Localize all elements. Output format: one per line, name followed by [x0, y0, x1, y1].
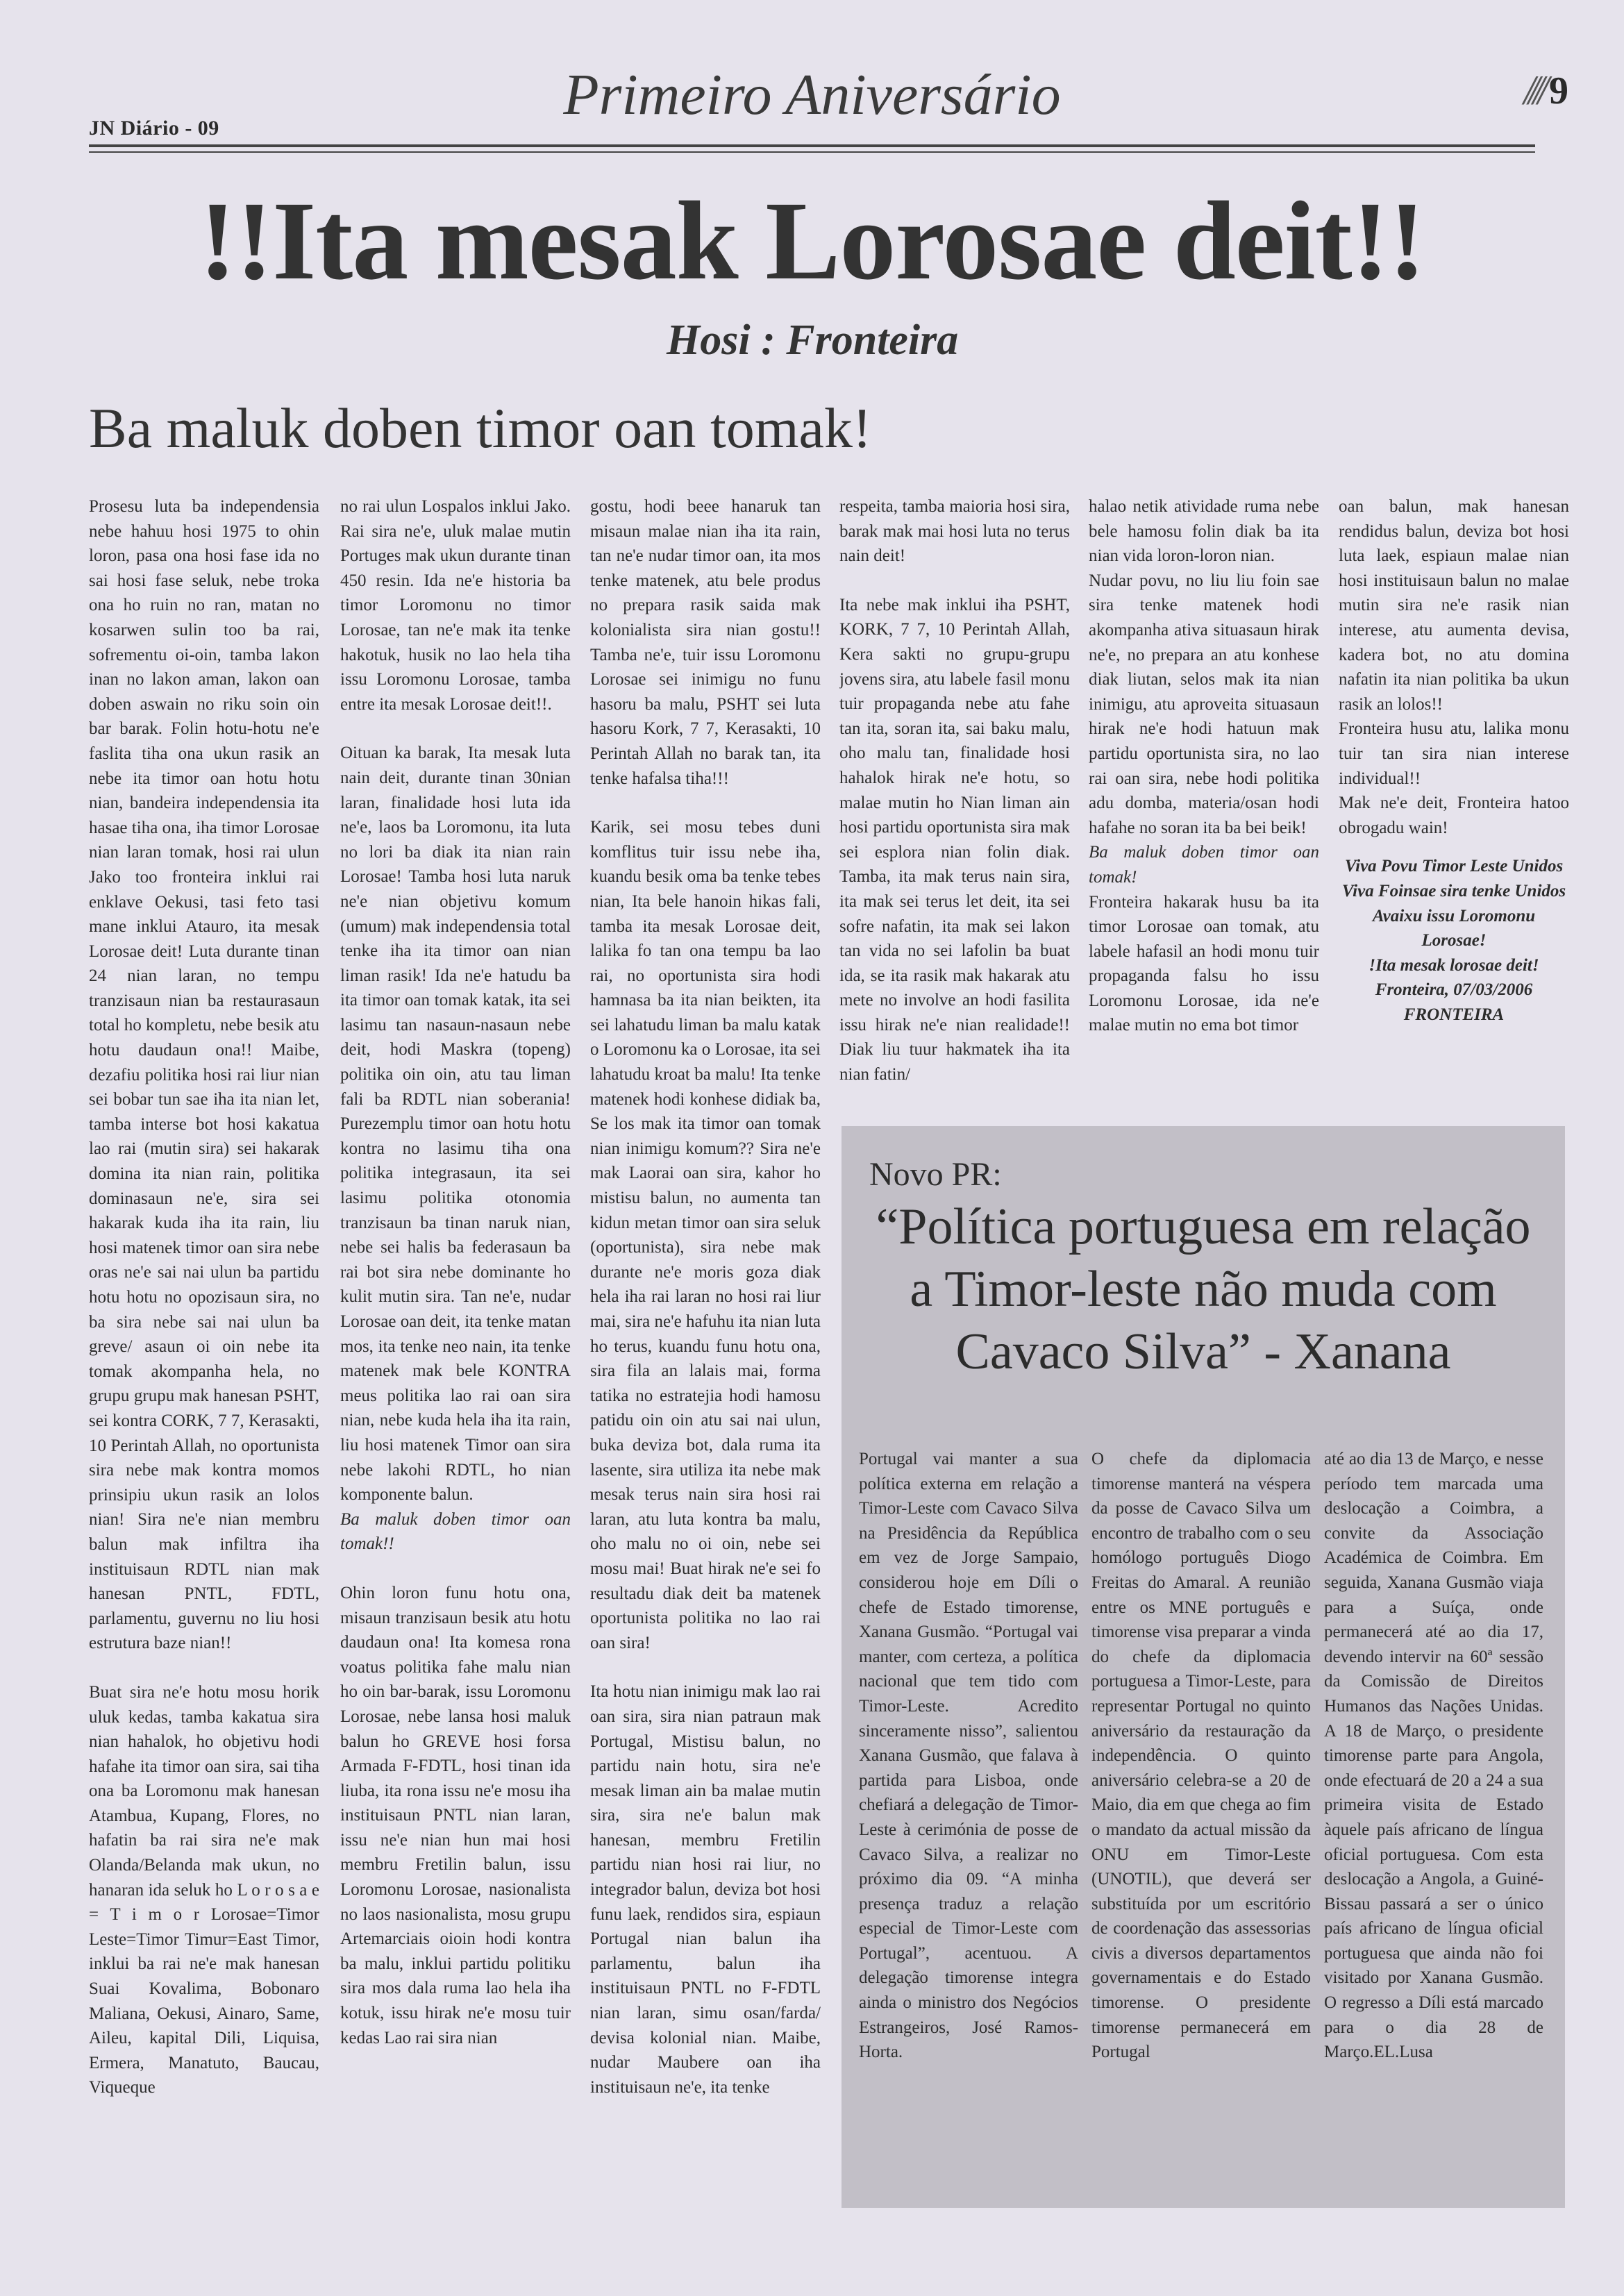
box-title: “Política portuguesa em relação a Timor-leste não muda com Cavaco Silva” - Xanana — [876, 1198, 1531, 1380]
paragraph: Mak ne'e deit, Fronteira hatoo obrogadu wain! — [1339, 794, 1569, 837]
article-column-6 — [1339, 494, 1569, 1123]
paragraph: Buat sira ne'e hotu mosu horik uluk kedas, tamba kakatua sira nian hahalok, ho objetivu hodi hafahe ita timor oan sira, sai tiha ona ba Loromonu mak hanesan Atambua, Kupang, Flores, no hafatin ba rai sira ne'e mak Olanda/Belanda mak ukun, no hanaran ida seluk ho L o r o s a e = T i m o r Lorosae=Timor Leste=Timor Timur=East Timor, inklui ba rai ne'e mak hanesan Suai Kovalima, Bobonaro Maliana, Oekusi, Ainaro, Same, Aileu, kapital Dili, Liquisa, Ermera, Manatuto, Baucau, Viqueque — [89, 1682, 319, 2097]
page-number-block — [1523, 67, 1568, 115]
section-label: JN Diário - 09 — [89, 117, 219, 140]
paragraph: Nudar povu, no liu liu foin sae sira tenke matenek hodi akompanha ativa situasaun hirak ne'e, no prepara an atu konhese diak liutan, selos mak ita nian inimigu, atu aproveita situasaun hirak ne'e hodi hatuun mak partidu oportunista sira, no lao rai oan sira, nebe hodi politika adu domba, materia/osan hodi hafahe no soran ita ba bei beik! — [1089, 571, 1319, 837]
signoff-line: Fronteira, 07/03/2006 — [1375, 980, 1533, 1000]
box-column-3 — [1324, 1447, 1543, 2065]
italic-line: Ba maluk doben timor oan tomak!! — [340, 1509, 571, 1554]
signoff-line: !Ita mesak lorosae deit! — [1368, 955, 1539, 975]
article-column-5 — [1089, 494, 1319, 1123]
paragraph: no rai ulun Lospalos inklui Jako. Rai sira ne'e, uluk malae mutin Portuges mak ukun durante tinan 450 resin. Ida ne'e historia ba timor Loromonu no timor Lorosae, tan ne'e mak ita tenke hakotuk, husik no lao hela tiha issu Loromonu Lorosae, tamba entre ita mesak Lorosae deit!!. — [340, 497, 571, 714]
paragraph: Fronteira hakarak husu ba ita timor Lorosae oan tomak, atu labele hafasil an hodi monu tuir propaganda falsu ho issu Loromonu Lorosae, ida ne'e malae mutin no ema bot timor — [1089, 892, 1319, 1035]
paragraph: Fronteira husu atu, lalika monu tuir tan sira nian interese individual!! — [1339, 719, 1569, 788]
paragraph: oan balun, mak hanesan rendidus balun, deviza bot hosi luta laek, espiaun malae nian hosi instituisaun balun no malae mutin sira ne'e rasik nian interese, atu aumenta devisa, kadera bot, no atu domina nafatin ita nian politika ba ukun rasik an lolos!! — [1339, 497, 1569, 714]
subheadline: Ba maluk doben timor oan tomak! — [89, 396, 872, 460]
signoff-line: Viva Povu Timor Leste Unidos — [1344, 857, 1564, 876]
box-column-1 — [859, 1447, 1078, 2065]
paragraph: Ita nebe mak inklui iha PSHT, KORK, 7 7, 10 Perintah Allah, Kera sakti no grupu-grupu jovens sira, atu labele fasil monu tuir propaganda nebe atu fahe tan ita, soran ita, sai baku malu, oho malu tan, finalidade hosi hahalok hirak ne'e hotu, so malae mutin ho Nian liman ain hosi partidu oportunista sira mak sei esplora nian folin diak. Tamba, ita mak terus nain sira, ita mak sei terus let deit, ita sei sofre nafatin, ita mak sei lakon tan vida no sei lafolin ba buat ida, se ita rasik mak hakarak atu mete no involve an hodi fasilita issu hirak ne'e nian realidade!! Diak liu tuur hakmatek iha ita nian fatin/ — [839, 595, 1070, 1084]
paragraph: O chefe da diplomacia timorense manterá na véspera da posse de Cavaco Silva um encontro de trabalho com o seu homólogo português Diogo Freitas do Amaral. A reunião entre os MNE português e timorense visa preparar a vinda do chefe da diplomacia portuguesa a Timor-Leste, para representar Portugal no quinto aniversário da restauração da independência. O quinto aniversário celebra-se a 20 de Maio, dia em que chega ao fim o mandato da actual missão da ONU em Timor-Leste (UNOTIL), que deverá ser substituída por um escritório de coordenação das assessorias civis a diversos departamentos governamentais e do Estado timorense. O presidente timorense permanecerá em Portugal — [1091, 1450, 1311, 2062]
section-title: Primeiro Aniversário — [563, 62, 1061, 127]
article-column-4 — [839, 494, 1070, 1123]
paragraph: Portugal vai manter a sua política externa em relação a Timor-Leste com Cavaco Silva na Presidência da República em vez de Jorge Sampaio, considerou hoje em Díli o chefe de Estado timorense, Xanana Gusmão. “Portugal vai manter, com certeza, a política nacional que tem tido com Timor-Leste. Acredito sinceramente nisso”, salientou Xanana Gusmão, que falava à partida para Lisboa, onde chefiará a delegação de Timor-Leste à cerimónia de posse de Cavaco Silva, a realizar no próximo dia 09. “A minha presença traduz a relação especial de Timor-Leste com Portugal”, acentuou. A delegação timorense integra ainda o ministro dos Negócios Estrangeiros, José Ramos-Horta. — [859, 1450, 1078, 2062]
paragraph: Ohin loron funu hotu ona, misaun tranzisaun besik atu hotu daudaun ona! Ita komesa rona voatus politika fahe malu nian ho oin bar-barak, issu Loromonu Lorosae, nebe lansa hosi maluk balun ho GREVE hosi forsa Armada F-FDTL, hosi tinan ida liuba, ita rona issu ne'e mosu iha instituisaun PNTL nian laran, issu ne'e nian hun mai hosi membru Fretilin balun, issu Loromonu Lorosae, nasionalista no laos nasionalista, mosu grupu Artemarciais oioin hodi kontra ba malu, inklui partidu politiku sira mos dala ruma lao hela iha kotuk, issu hirak ne'e mosu tuir kedas Lao rai sira nian — [340, 1583, 571, 2047]
italic-line: Ba maluk doben timor oan tomak! — [1089, 843, 1319, 887]
signoff-line: Viva Foinsae sira tenke Unidos — [1341, 881, 1566, 900]
signoff-line: Avaixu issu Loromonu Lorosae! — [1372, 906, 1536, 950]
paragraph: respeita, tamba maioria hosi sira, barak mak mai hosi luta no terus nain deit! — [839, 497, 1070, 566]
slashes-icon: //// — [1523, 67, 1542, 113]
paragraph: gostu, hodi beee hanaruk tan misaun malae nian iha ita rain, tan ne'e nudar timor oan, ita mos tenke matenek, atu bele produs no prepara rasik saida mak kolonialista sira nian gostu!! Tamba ne'e, tuir issu Loromonu Lorosae sei inimigu no funu hasoru ba malu, PSHT sei luta hasoru Kork, 7 7, Kerasakti, 10 Perintah Allah no barak tan, ita tenke hafalsa tiha!!! — [590, 497, 821, 788]
signoff-line: FRONTEIRA — [1403, 1005, 1505, 1024]
page-number: 9 — [1549, 69, 1568, 112]
paragraph: Prosesu luta ba independensia nebe hahuu hosi 1975 to ohin loron, pasa ona hosi fase ida no sai hosi fase seluk, nebe troka ona ho ruin no ran, matan no kosarwen sulin too ba rai, sofrementu oi-oin, tamba lakon inan no lakon aman, lakon oan doben aswain no riku soin oin bar barak. Folin hotu-hotu ne'e faslita tiha ona ukun rasik an nebe ita timor oan hotu hotu nian, bandeira independensia ita hasae tiha ona, iha timor Lorosae nian laran tomak, hosi rai ulun Jako too fronteira inklui rai enklave Oekusi, tasi feto tasi mane inklui Atauro, ita mesak Lorosae deit! Luta durante tinan 24 nian laran, no tempu tranzisaun nian ba restaurasaun total ho kompletu, nebe besik atu hotu daudaun ona!! Maibe, dezafiu politika hosi rai liur nian sei bobar tun sae iha ita nian let, tamba interse bot hosi kakatua lao rai (mutin sira) sei hakarak domina ita nian rain, politika dominasaun ne'e, sira sei hakarak kuda iha ita rain, liu hosi matenek timor oan sira nebe oras ne'e sai nai ulun ba partidu hotu hotu no opozisaun sira, no ba sira nebe sai nai ulun ba greve/ asaun oi oin nebe ita tomak akompanha hela, no grupu grupu mak hanesan PSHT, sei kontra CORK, 7 7, Kerasakti, 10 Perintah Allah, no oportunista sira nebe mak kontra momos prinsipiu ukun rasik an lolos nian! Sira ne'e nian membru balun mak infiltra iha instituisaun RDTL nian mak hanesan PNTL, FDTL, parlamentu, guvernu no liu hosi estrutura baze nian!! — [89, 497, 319, 1653]
paragraph: até ao dia 13 de Março, e nesse período tem marcada uma deslocação a Coimbra, a convite da Associação Académica de Coimbra. Em seguida, Xanana Gusmão viaja para a Suíça, onde permanecerá até ao dia 17, devendo intervir na 60ª sessão da Comissão de Direitos Humanos das Nações Unidas. A 18 de Março, o presidente timorense parte para Angola, onde efectuará de 20 a 24 a sua primeira visita de Estado àquele país africano de língua oficial portuguesa. Com esta deslocação a Angola, a Guiné-Bissau passará a ser o único país africano de língua oficial portuguesa que ainda não foi visitado por Xanana Gusmão. O regresso a Díli está marcado para o dia 28 de Março.EL.Lusa — [1324, 1450, 1543, 2062]
paragraph: Ita hotu nian inimigu mak lao rai oan sira, sira nian patraun mak Portugal, Mistisu balun, no partidu nain hotu, sira ne'e mesak liman ain ba malae mutin sira, sira ne'e balun mak hanesan, membru Fretilin partidu nian hosi rai liur, no integrador balun, deviza bot hosi funu laek, rendidos sira, espiaun Portugal nian balun iha parlamentu, balun iha instituisaun PNTL no F-FDTL nian laran, simu osan/farda/ devisa kolonial nian. Maibe, nudar Maubere oan iha instituisaun ne'e, ita tenke — [590, 1682, 821, 2097]
box-kicker: Novo PR: — [869, 1156, 1002, 1193]
article-column-3 — [590, 494, 821, 2223]
box-column-2 — [1091, 1447, 1311, 2065]
paragraph: halao netik atividade ruma nebe bele hamosu folin diak ba ita nian vida loron-loron nian. — [1089, 497, 1319, 566]
boxed-article — [842, 1126, 1565, 2208]
header-rule-thin — [89, 151, 1535, 153]
paragraph: Karik, sei mosu tebes duni komflitus tuir issu nebe iha, kuandu besik oma ba tenke tebes nian, Ita bele hanoin hikas fali, tamba ita mesak Lorosae deit, lalika fo tan ona tempu ba lao rai, no oportunista sira hodi hamnasa ba ita nian beikten, ita sei lahatudu liman ba malu katak o Loromonu ka o Lorosae, ita sei lahatudu kroat ba malu! Ita tenke matenek hodi konhese didiak ba, Se los mak ita timor oan tomak nian inimigu komum?? Sira ne'e mak Laorai oan sira, kahor ho mistisu balun, no aumenta tan kidun metan timor oan sira seluk (oportunista), sira nebe mak durante ne'e moris goza diak hela iha rai laran no hosi rai liur mai, sira ne'e hafuhu ita nian luta ho terus, kuandu funu hotu ona, sira fila an lalais mai, forma tatika no estratejia hodi hamosu patidu oin oin atu sai nai ulun, buka deviza bot, dala ruma ita lasente, sira utiliza ita nebe mak mesak terus nain sira hosi rai laran, atu luta kontra ba malu, oho malu no oi oin, nebe sei mosu mai! Buat hirak ne'e sei fo resultadu diak deit ba matenek oportunista politika no lao rai oan sira! — [590, 818, 821, 1652]
article-column-1 — [89, 494, 319, 2223]
byline: Hosi : Fronteira — [667, 317, 959, 364]
headline: !!Ita mesak Lorosae deit!! — [199, 179, 1425, 303]
article-column-2 — [340, 494, 571, 2223]
paragraph: Oituan ka barak, Ita mesak luta nain deit, durante tinan 30nian laran, finalidade hosi luta ida ne'e, laos ba Loromonu, ita luta no lori ba diak ita nian rain Lorosae! Tamba hosi luta naruk ne'e nian objetivu komum (umum) mak independensia total tenke iha ita timor oan nian liman rasik! Ida ne'e hatudu ba ita timor oan tomak katak, ita sei lasimu tan nasaun-nasaun nebe deit, hodi Maskra (topeng) politika oin oin, atu tau liman fali ba RDTL nian soberania! Purezemplu timor oan hotu hotu kontra no lasimu tiha ona politika integrasaun, ita sei lasimu politika otonomia tranzisaun ba tinan naruk nian, nebe sei halis ba federasaun ba rai bot sira nebe dominante ho kulit mutin sira. Tan ne'e, nudar Lorosae oan deit, ita tenke matan mos, ita tenke neo nain, ita tenke matenek mak bele KONTRA meus politika lao rai oan sira nian, nebe kuda hela iha ita rain, liu hosi matenek Timor oan sira nebe lakohi RDTL, ho nian komponente balun. — [340, 744, 571, 1505]
header-rule-thick — [89, 144, 1535, 147]
